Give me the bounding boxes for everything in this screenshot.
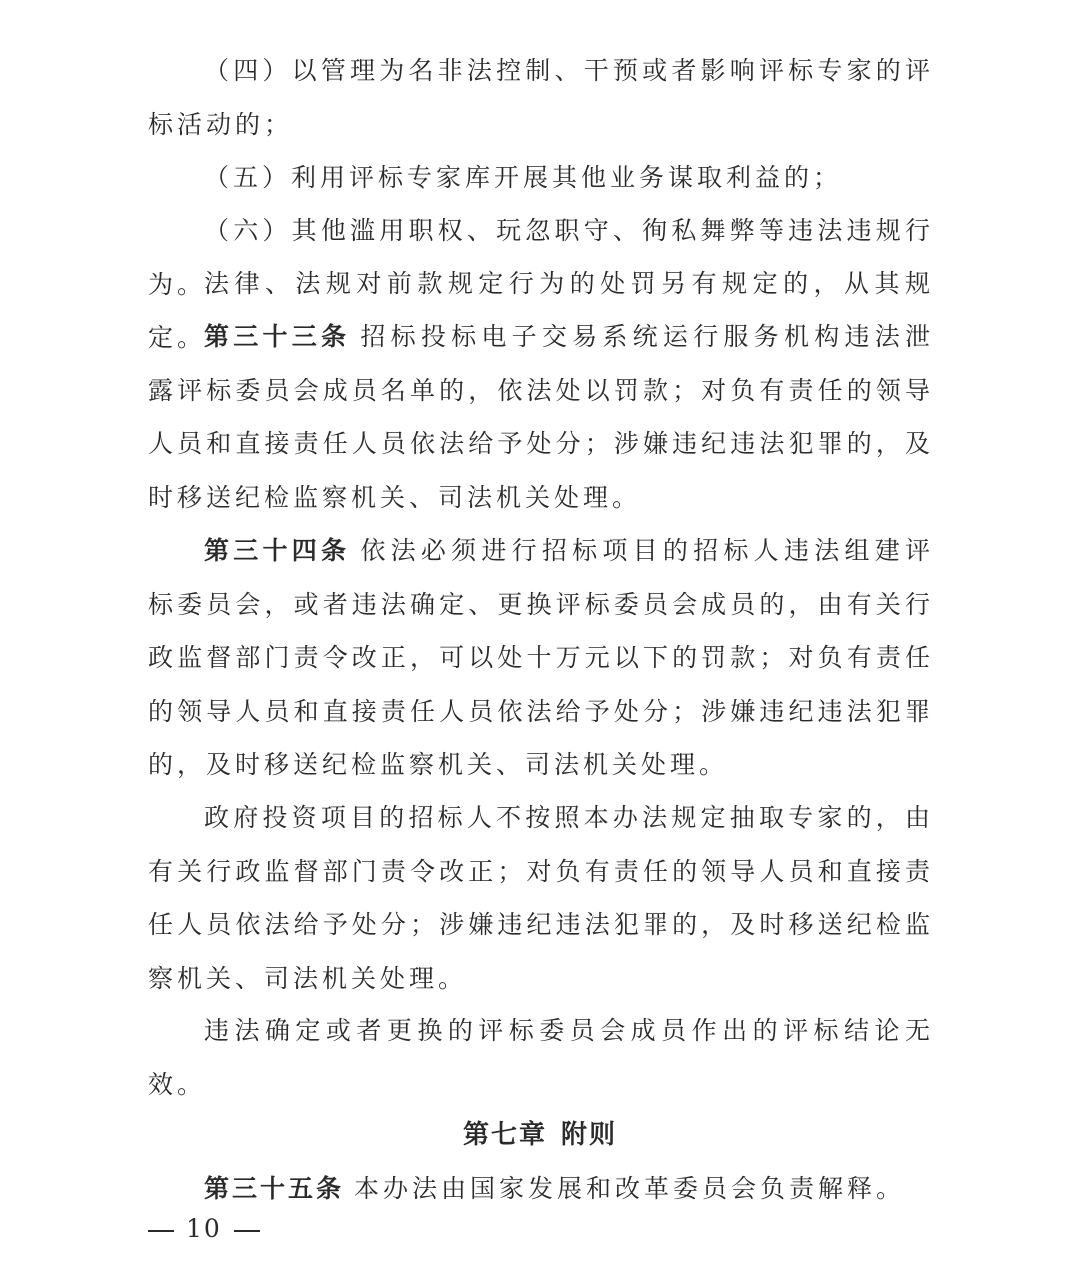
paragraph-item-5 bbox=[148, 151, 934, 205]
chapter-number: 第七章 bbox=[462, 1120, 547, 1150]
paragraph-item-4 bbox=[148, 44, 934, 151]
chapter-title: 附则 bbox=[561, 1120, 618, 1150]
dash-left bbox=[148, 1230, 174, 1232]
paragraph-text: 法律、法规对前款规定行为的处罚另有规定的，从其规定。 bbox=[148, 269, 934, 352]
paragraph-article-33 bbox=[148, 310, 934, 524]
paragraph-text: （四）以管理为名非法控制、干预或者影响评标专家的评标活动的； bbox=[148, 56, 934, 139]
paragraph-text: 招标投标电子交易系统运行服务机构违法泄露评标委员会成员名单的，依法处以罚款；对负有责任的领导人员和直接责任人员依法给予处分；涉嫌违纪违法犯罪的，及时移送纪检监察机关、司法机关处理。 bbox=[148, 322, 934, 512]
page-number-value: 10 bbox=[186, 1214, 222, 1243]
paragraph-text: 政府投资项目的招标人不按照本办法规定抽取专家的，由有关行政监督部门责令改正；对负有责任的领导人员和直接责任人员依法给予处分；涉嫌违纪违法犯罪的，及时移送纪检监察机关、司法机关处理。 bbox=[148, 803, 934, 993]
paragraph-text: （六）其他滥用职权、玩忽职守、徇私舞弊等违法违规行为。 bbox=[148, 216, 934, 299]
page-number bbox=[148, 1214, 272, 1243]
paragraph-text: 依法必须进行招标项目的招标人违法组建评标委员会，或者违法确定、更换评标委员会成员的，由有关行政监督部门责令改正，可以处十万元以下的罚款；对负有责任的领导人员和直接责任人员依法给予处分；涉嫌违纪违法犯罪的，及时移送纪检监察机关、司法机关处理。 bbox=[148, 536, 934, 779]
article-heading: 第三十五条 bbox=[204, 1174, 345, 1203]
paragraph-text: 违法确定或者更换的评标委员会成员作出的评标结论无效。 bbox=[148, 1016, 934, 1099]
paragraph-text: 本办法由国家发展和改革委员会负责解释。 bbox=[354, 1174, 906, 1203]
chapter-heading bbox=[0, 1114, 1080, 1151]
dash-right bbox=[234, 1230, 260, 1232]
paragraph-gov-invest bbox=[148, 791, 934, 1005]
paragraph-article-34 bbox=[148, 524, 934, 792]
paragraph-invalid bbox=[148, 1004, 934, 1111]
paragraph-article-35 bbox=[148, 1162, 934, 1216]
article-heading: 第三十四条 bbox=[204, 536, 351, 565]
article-heading: 第三十三条 bbox=[204, 322, 351, 351]
paragraph-text: （五）利用评标专家库开展其他业务谋取利益的； bbox=[204, 163, 843, 192]
